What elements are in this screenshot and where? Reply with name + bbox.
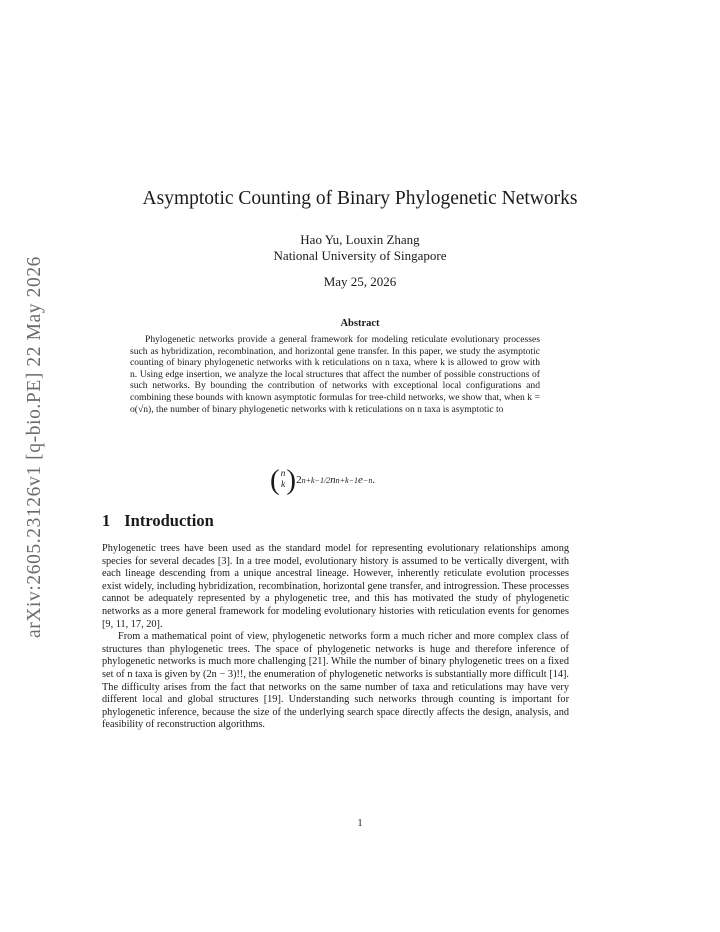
formula-right-paren: ) <box>286 464 297 496</box>
paper-title: Asymptotic Counting of Binary Phylogenetic Networks <box>142 188 578 209</box>
section-title: Introduction <box>124 511 214 530</box>
section-body <box>102 543 569 732</box>
asymptotic-formula <box>270 463 375 497</box>
abstract-text: Phylogenetic networks provide a general framework for modeling reticulate evolutionary processes such as hybridization, recombination, and horizontal gene transfer. In this paper, we study the asymptotic counting of binary phylogenetic networks with k reticulations on n taxa, where k is allowed to grow with n. Using edge insertion, we analyze the local structures that affect the number of possible constructions of such networks. By bounding the contribution of networks with exceptional local configurations and combining these bounds with known asymptotic formulas for tree-child networks, we show that, when k = o(√n), the number of binary phylogenetic networks with k reticulations on n taxa is asymptotic to <box>130 334 540 415</box>
author-block <box>0 232 720 264</box>
formula-exponent-2: n+k−1 <box>335 475 359 485</box>
binomial-coefficient <box>281 469 286 491</box>
formula-base-2: 2 <box>296 474 302 486</box>
binomial-top: n <box>280 469 286 479</box>
formula-base-e: e <box>358 474 363 486</box>
arxiv-identifier: arXiv:2605.23126v1 [q-bio.PE] 22 May 2026 <box>24 255 46 639</box>
paragraph: From a mathematical point of view, phylogenetic networks form a much richer and more complex class of structures than phylogenetic trees. The space of phylogenetic networks is huge and therefore inference of phylogenetic networks is much more challenging [21]. While the number of binary phylogenetic trees on a fixed set of n taxa is given by (2n − 3)!!, the enumeration of phylogenetic networks is substantially more difficult [14]. The difficulty arises from the fact that networks on the same number of taxa and reticulations may have very different local and global structures [19]. Understanding such networks through counting is important for phylogenetic inference, because the size of the underlying search space directly affects the design, analysis, and feasibility of reconstruction algorithms. <box>102 631 569 731</box>
paper-date: May 25, 2026 <box>323 274 397 289</box>
page-number: 1 <box>357 818 363 829</box>
arxiv-sidebar <box>20 232 50 662</box>
formula-base-n: n <box>330 474 336 486</box>
formula-period: . <box>372 474 376 486</box>
formula-exponent-3: −n <box>362 475 373 485</box>
section-number: 1 <box>102 511 111 530</box>
section-heading <box>102 511 214 531</box>
binomial-bottom: k <box>280 480 286 490</box>
formula-left-paren: ( <box>270 464 280 496</box>
author-names: Hao Yu, Louxin Zhang <box>300 232 420 247</box>
author-affiliation: National University of Singapore <box>273 248 447 263</box>
paragraph: Phylogenetic trees have been used as the standard model for representing evolutionary relationships among species for several decades [3]. In a tree model, evolutionary history is assumed to be vertically divergent, with each lineage descending from a unique ancestral lineage. However, inherently reticulate evolution processes exist widely, including hybridization, recombination, horizontal gene transfer, and introgression. These processes cannot be adequately represented by a phylogenetic tree, and this has motivated the study of phylogenetic networks as a more general framework for modeling evolutionary histories with reticulation events for genomes [9, 11, 17, 20]. <box>102 543 569 630</box>
abstract-heading: Abstract <box>340 318 380 329</box>
formula-exponent-1: n+k−1/2 <box>301 475 331 485</box>
